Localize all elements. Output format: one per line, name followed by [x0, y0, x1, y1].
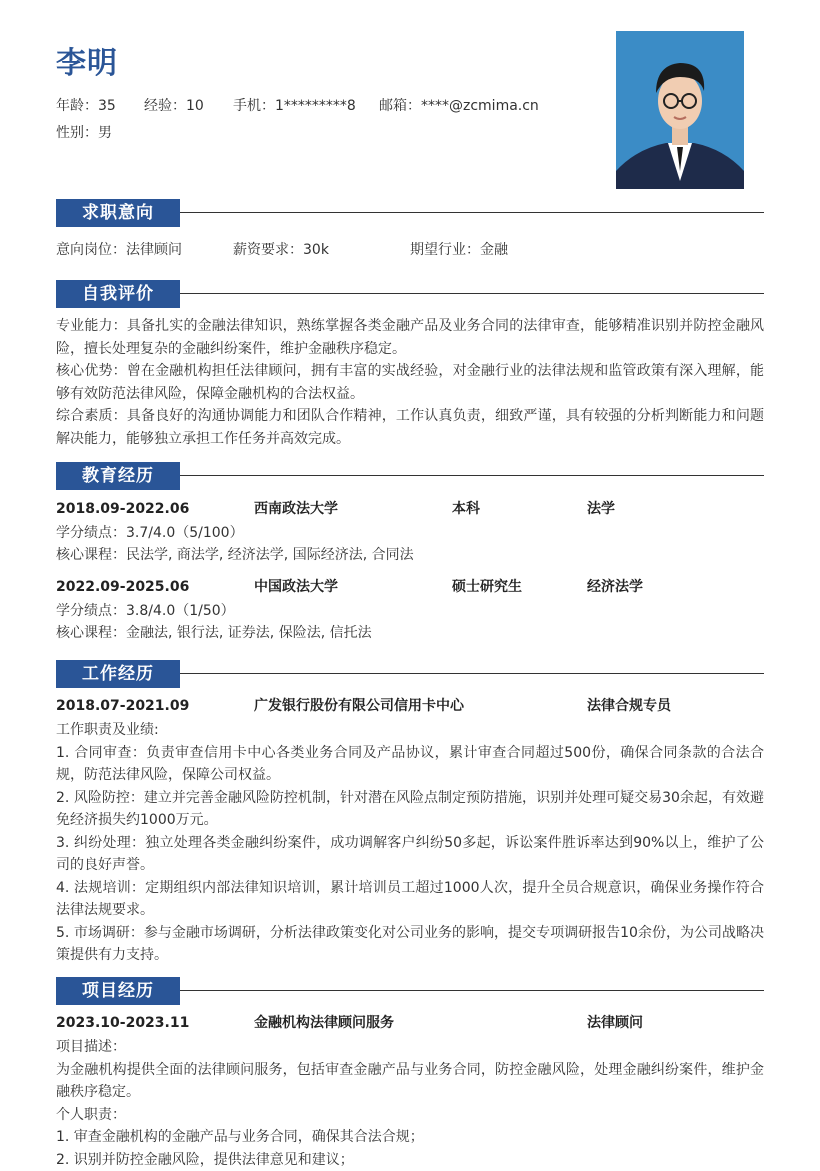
work-company: 广发银行股份有限公司信用卡中心: [254, 695, 464, 718]
section-self-evaluation: [56, 280, 764, 308]
project-details: [56, 1036, 764, 1171]
section-title: 教育经历: [56, 462, 180, 490]
work-item: 4. 法规培训：定期组织内部法律知识培训，累计培训员工超过1000人次，提升全员合规意识，确保业务操作符合法律法规要求。: [56, 877, 764, 922]
gender: 性别：男: [56, 122, 112, 142]
edu-major: 法学: [587, 498, 615, 521]
section-title: 工作经历: [56, 660, 180, 688]
candidate-name: 李明: [56, 38, 118, 82]
work-item: 5. 市场调研：参与金融市场调研，分析法律政策变化对公司业务的影响，提交专项调研报告10余份，为公司战略决策提供有力支持。: [56, 922, 764, 967]
age: 年龄：35: [56, 95, 144, 115]
section-divider: [180, 673, 764, 674]
experience: 经验：10: [144, 95, 233, 115]
edu-major: 经济法学: [587, 576, 643, 599]
intent-industry: 期望行业：金融: [410, 239, 508, 262]
basic-info-row: [56, 95, 539, 115]
email: 邮箱：****@zcmima.cn: [379, 95, 539, 115]
work-details: [56, 719, 764, 967]
edu-courses: 核心课程：金融法, 银行法, 证券法, 保险法, 信托法: [56, 622, 764, 645]
work-item: 1. 合同审查：负责审查信用卡中心各类业务合同及产品协议，累计审查合同超过500份，确保合同条款的合法合规，防范法律风险，保障公司权益。: [56, 742, 764, 787]
project-desc-label: 项目描述：: [56, 1036, 764, 1059]
section-work-experience: [56, 660, 764, 688]
work-period: 2018.07-2021.09: [56, 695, 189, 718]
work-item: 3. 纠纷处理：独立处理各类金融纠纷案件，成功调解客户纠纷50多起，诉讼案件胜诉率达到90%以上，维护了公司的良好声誉。: [56, 832, 764, 877]
intent-salary: 薪资要求：30k: [233, 239, 329, 262]
education-entry-header: [56, 498, 764, 521]
edu-degree: 本科: [452, 498, 480, 521]
section-divider: [180, 293, 764, 294]
education-entry-header: [56, 576, 764, 599]
edu-period: 2018.09-2022.06: [56, 498, 189, 521]
project-role: 法律顾问: [587, 1012, 643, 1035]
self-eval-advantage: 核心优势：曾在金融机构担任法律顾问，拥有丰富的实战经验，对金融行业的法律法规和监管政策有深入理解，能够有效防范法律风险，保障金融机构的合法权益。: [56, 360, 764, 405]
self-evaluation-text: [56, 315, 764, 450]
edu-gpa: 学分绩点：3.8/4.0（1/50）: [56, 600, 764, 623]
intent-row: [56, 239, 764, 262]
project-name: 金融机构法律顾问服务: [254, 1012, 394, 1035]
edu-courses: 核心课程：民法学, 商法学, 经济法学, 国际经济法, 合同法: [56, 544, 764, 567]
section-title: 自我评价: [56, 280, 180, 308]
section-title: 求职意向: [56, 199, 180, 227]
self-eval-quality: 综合素质：具备良好的沟通协调能力和团队合作精神，工作认真负责，细致严谨，具有较强的分析判断能力和问题解决能力，能够独立承担工作任务并高效完成。: [56, 405, 764, 450]
intent-position: 意向岗位：法律顾问: [56, 239, 182, 262]
project-duty: 2. 识别并防控金融风险，提供法律意见和建议；: [56, 1149, 764, 1171]
project-duty: 1. 审查金融机构的金融产品与业务合同，确保其合法合规；: [56, 1126, 764, 1149]
edu-school: 西南政法大学: [254, 498, 338, 521]
profile-photo: [616, 31, 744, 189]
work-entry-header: [56, 695, 764, 718]
edu-school: 中国政法大学: [254, 576, 338, 599]
section-project-experience: [56, 977, 764, 1005]
work-item: 2. 风险防控：建立并完善金融风险防控机制，针对潜在风险点制定预防措施，识别并处理可疑交易30余起，有效避免经济损失约1000万元。: [56, 787, 764, 832]
section-divider: [180, 212, 764, 213]
section-title: 项目经历: [56, 977, 180, 1005]
section-education: [56, 462, 764, 490]
edu-degree: 硕士研究生: [452, 576, 522, 599]
phone: 手机：1*********8: [233, 95, 379, 115]
project-desc: 为金融机构提供全面的法律顾问服务，包括审查金融产品与业务合同，防控金融风险，处理金融纠纷案件，维护金融秩序稳定。: [56, 1059, 764, 1104]
section-divider: [180, 475, 764, 476]
section-divider: [180, 990, 764, 991]
section-job-intent: [56, 199, 764, 227]
edu-period: 2022.09-2025.06: [56, 576, 189, 599]
project-period: 2023.10-2023.11: [56, 1012, 189, 1035]
edu-gpa: 学分绩点：3.7/4.0（5/100）: [56, 522, 764, 545]
project-entry-header: [56, 1012, 764, 1035]
work-intro: 工作职责及业绩:: [56, 719, 764, 742]
self-eval-professional: 专业能力：具备扎实的金融法律知识，熟练掌握各类金融产品及业务合同的法律审查，能够精准识别并防控金融风险，擅长处理复杂的金融纠纷案件，维护金融秩序稳定。: [56, 315, 764, 360]
project-duty-label: 个人职责：: [56, 1104, 764, 1127]
work-title: 法律合规专员: [587, 695, 671, 718]
